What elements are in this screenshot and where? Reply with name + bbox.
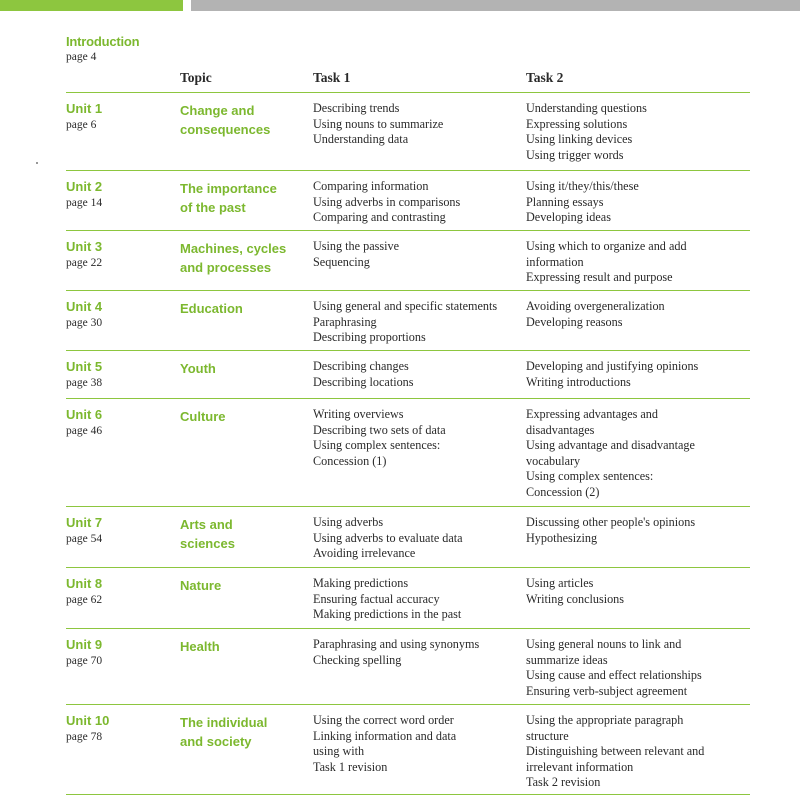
topic-line: The importance <box>180 181 277 196</box>
task-item: Task 2 revision <box>526 775 601 790</box>
unit-cell <box>66 576 102 606</box>
task-item: Using it/they/this/these <box>526 179 639 193</box>
unit-topic <box>180 299 310 318</box>
task-item: Using adverbs in comparisons <box>313 194 461 209</box>
task-item: Understanding data <box>313 132 409 147</box>
top-grey-bar <box>191 0 800 11</box>
task1-list <box>313 407 525 469</box>
unit-page: page 46 <box>66 425 103 437</box>
stray-dot <box>36 162 38 164</box>
task-item: Using which to organize and add <box>526 239 687 253</box>
unit-label: Unit 3 <box>66 239 103 254</box>
unit-label: Unit 7 <box>66 515 103 530</box>
task-item: Using adverbs <box>313 515 384 529</box>
topic-line: The individual <box>180 715 268 730</box>
task1-list <box>313 713 525 775</box>
task2-list <box>526 239 756 286</box>
task1-list <box>313 359 525 390</box>
task2-list <box>526 359 756 390</box>
unit-page: page 30 <box>66 317 103 329</box>
task-item: Checking spelling <box>313 652 402 667</box>
unit-cell <box>66 239 102 269</box>
task-item: Writing introductions <box>526 374 631 389</box>
table-end-rule <box>66 794 750 795</box>
unit-cell <box>66 637 102 667</box>
unit-label: Unit 9 <box>66 637 103 652</box>
unit-topic <box>180 359 310 378</box>
task-item: Using complex sentences: <box>313 438 441 453</box>
unit-row <box>66 92 750 170</box>
topic-line: Arts and <box>180 517 233 532</box>
task-item: Describing proportions <box>313 330 426 345</box>
introduction-entry <box>66 34 139 63</box>
unit-topic <box>180 179 310 217</box>
unit-cell <box>66 179 102 209</box>
topic-line: Education <box>180 301 243 316</box>
task-item: disadvantages <box>526 422 595 437</box>
task-item: Ensuring factual accuracy <box>313 591 440 606</box>
topic-line: Culture <box>180 409 226 424</box>
task-item: Comparing information <box>313 179 429 193</box>
task-item: Writing overviews <box>313 407 404 421</box>
task-item: Expressing advantages and <box>526 407 658 421</box>
task-item: Expressing result and purpose <box>526 270 673 285</box>
task-item: Using adverbs to evaluate data <box>313 530 463 545</box>
task-item: Using cause and effect relationships <box>526 668 702 683</box>
column-headers <box>0 70 800 90</box>
task2-list <box>526 179 756 226</box>
topic-line: Machines, cycles <box>180 241 287 256</box>
task-item: Using the passive <box>313 239 399 253</box>
task-item: Describing two sets of data <box>313 422 446 437</box>
unit-cell <box>66 359 102 389</box>
task-item: Paraphrasing and using synonyms <box>313 637 480 651</box>
task-item: Sequencing <box>313 254 370 269</box>
introduction-title: Introduction <box>66 34 140 49</box>
unit-cell <box>66 407 102 437</box>
topic-line: Health <box>180 639 220 654</box>
header-task1: Task 1 <box>313 70 351 85</box>
task-item: Using the appropriate paragraph <box>526 713 684 727</box>
contents-table <box>66 92 750 795</box>
task2-list <box>526 299 756 330</box>
task-item: Distinguishing between relevant and <box>526 744 705 759</box>
top-green-bar <box>0 0 183 11</box>
unit-cell <box>66 713 109 743</box>
unit-topic <box>180 239 310 277</box>
task-item: Ensuring verb-subject agreement <box>526 683 688 698</box>
unit-cell <box>66 299 102 329</box>
task-item: Using trigger words <box>526 147 624 162</box>
unit-label: Unit 5 <box>66 359 103 374</box>
unit-topic <box>180 407 310 426</box>
unit-topic <box>180 515 310 553</box>
task-item: Using complex sentences: <box>526 469 654 484</box>
unit-page: page 38 <box>66 377 103 389</box>
task1-list <box>313 239 525 270</box>
unit-row <box>66 170 750 230</box>
task-item: Writing conclusions <box>526 591 625 606</box>
unit-topic <box>180 101 310 139</box>
unit-row <box>66 398 750 506</box>
task2-list <box>526 515 756 546</box>
task1-list <box>313 637 525 668</box>
topic-line: consequences <box>180 122 271 137</box>
task-item: Making predictions in the past <box>313 607 462 622</box>
task-item: vocabulary <box>526 453 581 468</box>
header-topic: Topic <box>180 70 212 85</box>
task-item: Expressing solutions <box>526 116 628 131</box>
unit-page: page 14 <box>66 197 103 209</box>
topic-line: Nature <box>180 578 222 593</box>
task1-list <box>313 179 525 226</box>
topic-line: Youth <box>180 361 216 376</box>
task-item: Using articles <box>526 576 594 590</box>
topic-line: Change and <box>180 103 255 118</box>
unit-label: Unit 4 <box>66 299 103 314</box>
topic-line: and society <box>180 734 252 749</box>
unit-cell <box>66 515 102 545</box>
task-item: information <box>526 254 584 269</box>
task-item: Using advantage and disadvantage <box>526 438 695 453</box>
unit-label: Unit 2 <box>66 179 103 194</box>
task-item: Developing and justifying opinions <box>526 359 699 373</box>
unit-row <box>66 230 750 290</box>
task-item: Avoiding overgeneralization <box>526 299 665 313</box>
task-item: Hypothesizing <box>526 530 598 545</box>
introduction-page: page 4 <box>66 51 97 63</box>
task2-list <box>526 101 756 163</box>
topic-line: and processes <box>180 260 272 275</box>
task2-list <box>526 407 756 501</box>
task-item: Using the correct word order <box>313 713 454 727</box>
task-item: Describing changes <box>313 359 409 373</box>
header-task2: Task 2 <box>526 70 564 85</box>
task-item: Concession (1) <box>313 453 387 468</box>
task-item: Using general and specific statements <box>313 299 498 313</box>
task-item: Planning essays <box>526 194 604 209</box>
topic-line: sciences <box>180 536 235 551</box>
unit-label: Unit 6 <box>66 407 103 422</box>
task-item: Discussing other people's opinions <box>526 515 696 529</box>
task-item: Avoiding irrelevance <box>313 546 416 561</box>
unit-page: page 54 <box>66 533 103 545</box>
task-item: irrelevant information <box>526 759 634 774</box>
topic-line: of the past <box>180 200 246 215</box>
task-item: Task 1 revision <box>313 759 388 774</box>
unit-page: page 70 <box>66 655 103 667</box>
unit-cell <box>66 101 102 131</box>
task-item: structure <box>526 728 569 743</box>
unit-label: Unit 8 <box>66 576 103 591</box>
task1-list <box>313 101 525 148</box>
task-item: using with <box>313 744 365 759</box>
task1-list <box>313 576 525 623</box>
unit-topic <box>180 713 310 751</box>
task-item: Describing trends <box>313 101 400 115</box>
unit-label: Unit 1 <box>66 101 103 116</box>
task2-list <box>526 713 756 791</box>
task1-list <box>313 515 525 562</box>
task2-list <box>526 637 756 699</box>
unit-row <box>66 290 750 350</box>
unit-row <box>66 628 750 704</box>
task1-list <box>313 299 525 346</box>
task-item: Comparing and contrasting <box>313 210 446 225</box>
task-item: summarize ideas <box>526 652 608 667</box>
task-item: Developing ideas <box>526 210 611 225</box>
task2-list <box>526 576 756 607</box>
unit-page: page 78 <box>66 731 103 743</box>
unit-row <box>66 350 750 398</box>
task-item: Paraphrasing <box>313 314 377 329</box>
unit-page: page 62 <box>66 594 103 606</box>
task-item: Using linking devices <box>526 132 633 147</box>
unit-row <box>66 506 750 567</box>
task-item: Using nouns to summarize <box>313 116 444 131</box>
task-item: Using general nouns to link and <box>526 637 682 651</box>
task-item: Making predictions <box>313 576 409 590</box>
unit-page: page 22 <box>66 257 103 269</box>
task-item: Linking information and data <box>313 728 457 743</box>
task-item: Describing locations <box>313 374 414 389</box>
task-item: Concession (2) <box>526 484 600 499</box>
unit-row <box>66 567 750 628</box>
unit-topic <box>180 637 310 656</box>
unit-topic <box>180 576 310 595</box>
unit-label: Unit 10 <box>66 713 110 728</box>
unit-page: page 6 <box>66 119 97 131</box>
unit-row <box>66 704 750 794</box>
task-item: Developing reasons <box>526 314 623 329</box>
task-item: Understanding questions <box>526 101 647 115</box>
